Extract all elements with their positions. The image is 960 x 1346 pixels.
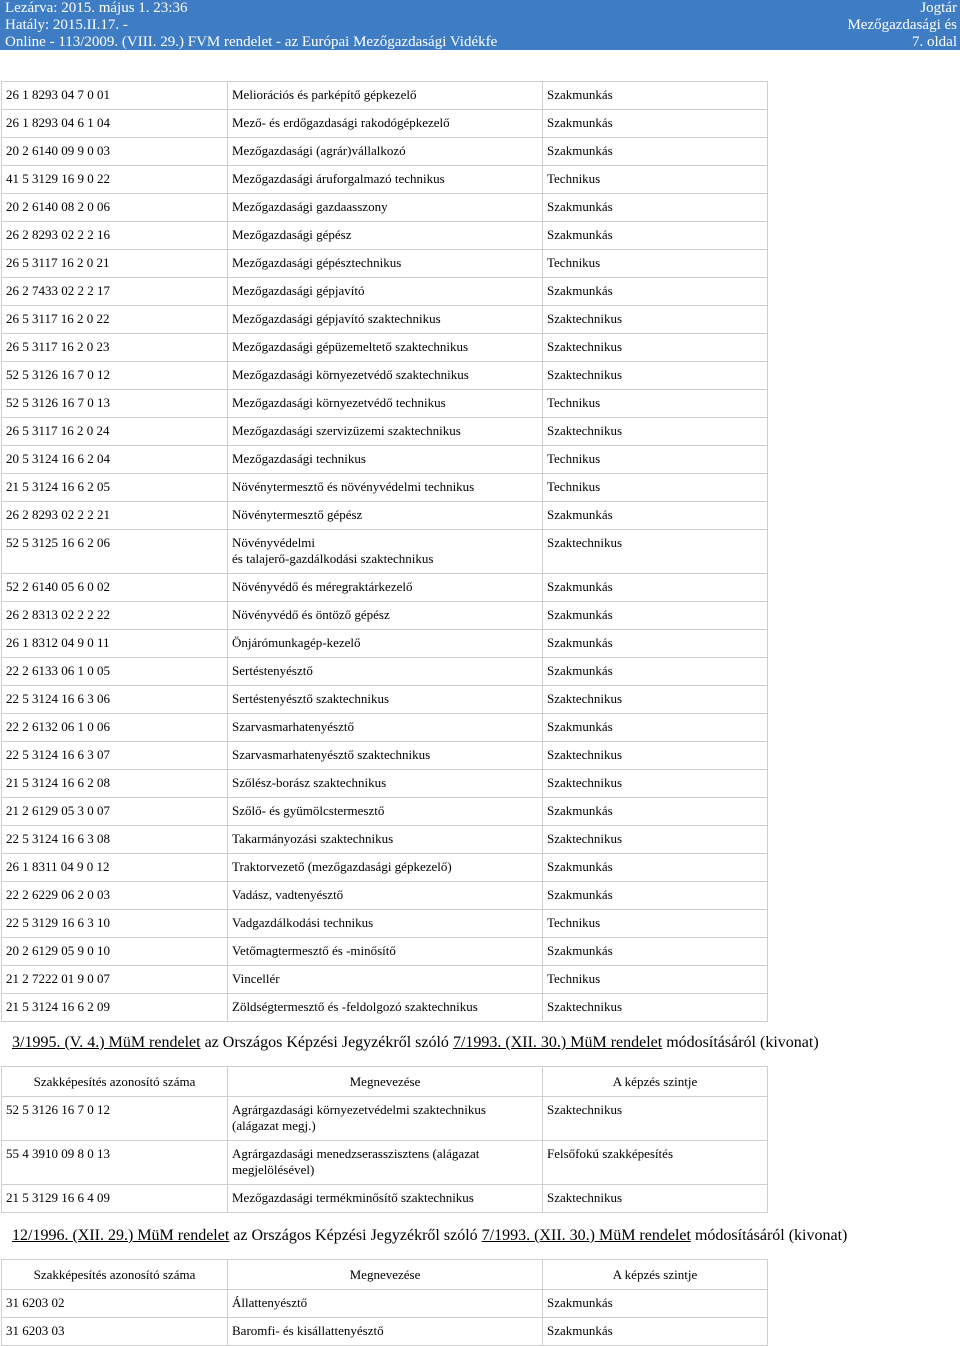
column-header-name: Megnevezése [228, 1067, 543, 1097]
cell-qualification-id: 22 2 6229 06 2 0 03 [2, 882, 228, 910]
cell-qualification-name: Növényvédő és öntöző gépész [228, 602, 543, 630]
table-row [2, 686, 768, 714]
cell-qualification-id: 26 2 8313 02 2 2 22 [2, 602, 228, 630]
header-validity: Hatály: 2015.II.17. - [5, 17, 128, 33]
cell-training-level: Szaktechnikus [543, 994, 768, 1022]
cell-qualification-name: Mezőgazdasági gazdaasszony [228, 194, 543, 222]
cell-qualification-id: 52 5 3126 16 7 0 13 [2, 390, 228, 418]
table-row [2, 630, 768, 658]
cell-qualification-id: 21 5 3129 16 6 4 09 [2, 1185, 228, 1213]
header-page-number: 7. oldal [912, 34, 957, 50]
table-row [2, 1318, 768, 1346]
cell-qualification-id: 20 2 6140 09 9 0 03 [2, 138, 228, 166]
cell-qualification-name: Mezőgazdasági szervizüzemi szaktechnikus [228, 418, 543, 446]
cell-training-level: Szaktechnikus [543, 1097, 768, 1141]
table-row [2, 966, 768, 994]
cell-qualification-id: 26 5 3117 16 2 0 23 [2, 334, 228, 362]
cell-training-level: Szakmunkás [543, 1290, 768, 1318]
cell-qualification-id: 26 5 3117 16 2 0 21 [2, 250, 228, 278]
cell-training-level: Szakmunkás [543, 278, 768, 306]
cell-qualification-id: 26 2 8293 02 2 2 21 [2, 502, 228, 530]
page-header [0, 0, 960, 50]
cell-qualification-id: 20 2 6140 08 2 0 06 [2, 194, 228, 222]
cell-qualification-id: 21 5 3124 16 6 2 05 [2, 474, 228, 502]
cell-qualification-name: Zöldségtermesztő és -feldolgozó szaktechnikus [228, 994, 543, 1022]
cell-training-level: Technikus [543, 166, 768, 194]
cell-training-level: Szaktechnikus [543, 826, 768, 854]
cell-training-level: Szakmunkás [543, 798, 768, 826]
table-row [2, 446, 768, 474]
table-row [2, 362, 768, 390]
cell-qualification-name: Vadgazdálkodási technikus [228, 910, 543, 938]
cell-qualification-name: Állattenyésztő [228, 1290, 543, 1318]
cell-training-level: Technikus [543, 446, 768, 474]
qualifications-table-1996 [1, 1259, 768, 1346]
cell-qualification-id: 22 5 3124 16 6 3 08 [2, 826, 228, 854]
table-header-row [2, 1260, 768, 1290]
table-row [2, 910, 768, 938]
cell-qualification-name: Mezőgazdasági termékminősítő szaktechnikus [228, 1185, 543, 1213]
cell-qualification-name: Mezőgazdasági környezetvédő technikus [228, 390, 543, 418]
cell-qualification-id: 26 2 7433 02 2 2 17 [2, 278, 228, 306]
table-row [2, 138, 768, 166]
cell-training-level: Szakmunkás [543, 502, 768, 530]
cell-qualification-name: Sertéstenyésztő [228, 658, 543, 686]
table-row [2, 1290, 768, 1318]
qualifications-table [1, 81, 768, 1022]
cell-qualification-id: 22 5 3124 16 6 3 06 [2, 686, 228, 714]
cell-qualification-name: Növényvédelmi és talajerő-gazdálkodási szaktechnikus [228, 530, 543, 574]
cell-training-level: Szakmunkás [543, 630, 768, 658]
cell-qualification-id: 20 5 3124 16 6 2 04 [2, 446, 228, 474]
cell-training-level: Szaktechnikus [543, 362, 768, 390]
cell-qualification-id: 41 5 3129 16 9 0 22 [2, 166, 228, 194]
cell-qualification-id: 22 2 6133 06 1 0 05 [2, 658, 228, 686]
regulation-link-1996[interactable]: 12/1996. (XII. 29.) MüM rendelet [12, 1227, 230, 1244]
column-header-level: A képzés szintje [543, 1260, 768, 1290]
cell-qualification-id: 26 5 3117 16 2 0 24 [2, 418, 228, 446]
table-row [2, 474, 768, 502]
table-row [2, 418, 768, 446]
regulation-link-1993[interactable]: 7/1993. (XII. 30.) MüM rendelet [452, 1034, 663, 1051]
cell-qualification-id: 26 1 8312 04 9 0 11 [2, 630, 228, 658]
cell-qualification-name: Növénytermesztő gépész [228, 502, 543, 530]
cell-qualification-name: Takarmányozási szaktechnikus [228, 826, 543, 854]
cell-qualification-id: 26 1 8293 04 6 1 04 [2, 110, 228, 138]
cell-training-level: Szakmunkás [543, 1318, 768, 1346]
heading-tail: módosításáról (kivonat) [662, 1034, 819, 1051]
cell-qualification-id: 21 2 7222 01 9 0 07 [2, 966, 228, 994]
cell-qualification-id: 20 2 6129 05 9 0 10 [2, 938, 228, 966]
cell-training-level: Szakmunkás [543, 854, 768, 882]
cell-qualification-id: 52 5 3125 16 6 2 06 [2, 530, 228, 574]
header-left [5, 0, 497, 51]
table-row [2, 390, 768, 418]
header-lock-date: Lezárva: 2015. május 1. 23:36 [5, 0, 188, 16]
cell-training-level: Technikus [543, 966, 768, 994]
table-row [2, 714, 768, 742]
cell-training-level: Technikus [543, 390, 768, 418]
cell-qualification-id: 21 2 6129 05 3 0 07 [2, 798, 228, 826]
table-row [2, 110, 768, 138]
column-header-level: A képzés szintje [543, 1067, 768, 1097]
table-row [2, 278, 768, 306]
cell-qualification-name: Mezőgazdasági gépjavító [228, 278, 543, 306]
cell-qualification-id: 26 5 3117 16 2 0 22 [2, 306, 228, 334]
table-row [2, 82, 768, 110]
cell-training-level: Szaktechnikus [543, 1185, 768, 1213]
cell-training-level: Szaktechnikus [543, 530, 768, 574]
cell-qualification-name: Traktorvezető (mezőgazdasági gépkezelő) [228, 854, 543, 882]
cell-qualification-name: Baromfi- és kisállattenyésztő [228, 1318, 543, 1346]
cell-qualification-name: Meliorációs és parképítő gépkezelő [228, 82, 543, 110]
header-category: Mezőgazdasági és [847, 17, 957, 33]
cell-training-level: Szakmunkás [543, 938, 768, 966]
cell-training-level: Felsőfokú szakképesítés [543, 1141, 768, 1185]
table-row [2, 1185, 768, 1213]
cell-training-level: Szakmunkás [543, 222, 768, 250]
table-row [2, 194, 768, 222]
table-row [2, 530, 768, 574]
cell-training-level: Technikus [543, 910, 768, 938]
table-row [2, 994, 768, 1022]
cell-training-level: Szakmunkás [543, 602, 768, 630]
cell-qualification-name: Mezőgazdasági gépüzemeltető szaktechnikus [228, 334, 543, 362]
cell-training-level: Szakmunkás [543, 574, 768, 602]
cell-qualification-id: 22 2 6132 06 1 0 06 [2, 714, 228, 742]
cell-qualification-name: Szarvasmarhatenyésztő [228, 714, 543, 742]
cell-qualification-name: Szőlő- és gyümölcstermesztő [228, 798, 543, 826]
header-document-title: Online - 113/2009. (VIII. 29.) FVM rendelet - az Európai Mezőgazdasági Vidékfe [5, 34, 498, 50]
table-row [2, 250, 768, 278]
table-row [2, 826, 768, 854]
cell-training-level: Szakmunkás [543, 658, 768, 686]
cell-qualification-id: 52 2 6140 05 6 0 02 [2, 574, 228, 602]
cell-qualification-id: 31 6203 02 [2, 1290, 228, 1318]
table-row [2, 502, 768, 530]
cell-training-level: Szakmunkás [543, 138, 768, 166]
table-row [2, 742, 768, 770]
cell-training-level: Technikus [543, 250, 768, 278]
cell-qualification-id: 55 4 3910 09 8 0 13 [2, 1141, 228, 1185]
table-row [2, 334, 768, 362]
regulation-link-1993[interactable]: 7/1993. (XII. 30.) MüM rendelet [481, 1227, 691, 1244]
cell-training-level: Technikus [543, 474, 768, 502]
table-row [2, 222, 768, 250]
cell-qualification-id: 21 5 3124 16 6 2 09 [2, 994, 228, 1022]
table-row [2, 1097, 768, 1141]
header-brand: Jogtár [920, 0, 957, 16]
cell-qualification-id: 52 5 3126 16 7 0 12 [2, 362, 228, 390]
cell-training-level: Szaktechnikus [543, 742, 768, 770]
cell-training-level: Szakmunkás [543, 714, 768, 742]
cell-qualification-id: 22 5 3129 16 6 3 10 [2, 910, 228, 938]
cell-qualification-id: 26 1 8293 04 7 0 01 [2, 82, 228, 110]
heading-tail: módosításáról (kivonat) [690, 1227, 848, 1244]
table-row [2, 854, 768, 882]
column-header-name: Megnevezése [228, 1260, 543, 1290]
cell-qualification-name: Önjárómunkagép-kezelő [228, 630, 543, 658]
cell-qualification-name: Mezőgazdasági gépész [228, 222, 543, 250]
cell-qualification-name: Vetőmagtermesztő és -minősítő [228, 938, 543, 966]
heading-text: az Országos Képzési Jegyzékről szóló [200, 1034, 453, 1051]
section-heading-1995 [12, 1033, 819, 1053]
cell-qualification-name: Vincellér [228, 966, 543, 994]
table-row [2, 306, 768, 334]
heading-text: az Országos Képzési Jegyzékről szóló [229, 1227, 482, 1244]
cell-qualification-name: Agrárgazdasági menedzserasszisztens (alágazat megjelölésével) [228, 1141, 543, 1185]
column-header-id: Szakképesítés azonosító száma [2, 1260, 228, 1290]
cell-qualification-name: Mezőgazdasági áruforgalmazó technikus [228, 166, 543, 194]
cell-qualification-id: 31 6203 03 [2, 1318, 228, 1346]
table-row [2, 798, 768, 826]
table-header-row [2, 1067, 768, 1097]
qualifications-table-1995 [1, 1066, 768, 1213]
cell-qualification-id: 21 5 3124 16 6 2 08 [2, 770, 228, 798]
cell-training-level: Szaktechnikus [543, 418, 768, 446]
cell-qualification-name: Mezőgazdasági környezetvédő szaktechnikus [228, 362, 543, 390]
section-heading-1996 [12, 1226, 847, 1246]
column-header-id: Szakképesítés azonosító száma [2, 1067, 228, 1097]
table-row [2, 882, 768, 910]
cell-qualification-name: Mezőgazdasági technikus [228, 446, 543, 474]
table-row [2, 658, 768, 686]
cell-qualification-name: Növényvédő és méregraktárkezelő [228, 574, 543, 602]
table-row [2, 602, 768, 630]
cell-training-level: Szaktechnikus [543, 686, 768, 714]
cell-qualification-id: 26 1 8311 04 9 0 12 [2, 854, 228, 882]
cell-qualification-name: Növénytermesztő és növényvédelmi technikus [228, 474, 543, 502]
cell-training-level: Szakmunkás [543, 882, 768, 910]
cell-training-level: Szakmunkás [543, 110, 768, 138]
cell-qualification-name: Sertéstenyésztő szaktechnikus [228, 686, 543, 714]
cell-training-level: Szaktechnikus [543, 306, 768, 334]
cell-qualification-id: 52 5 3126 16 7 0 12 [2, 1097, 228, 1141]
regulation-link-1995[interactable]: 3/1995. (V. 4.) MüM rendelet [12, 1034, 201, 1051]
cell-qualification-name: Mezőgazdasági gépjavító szaktechnikus [228, 306, 543, 334]
table-row [2, 770, 768, 798]
cell-qualification-name: Mezőgazdasági (agrár)vállalkozó [228, 138, 543, 166]
table-row [2, 1141, 768, 1185]
cell-training-level: Szaktechnikus [543, 334, 768, 362]
cell-qualification-name: Mező- és erdőgazdasági rakodógépkezelő [228, 110, 543, 138]
cell-qualification-name: Szarvasmarhatenyésztő szaktechnikus [228, 742, 543, 770]
cell-training-level: Szaktechnikus [543, 770, 768, 798]
cell-qualification-name: Szőlész-borász szaktechnikus [228, 770, 543, 798]
table-row [2, 938, 768, 966]
cell-training-level: Szakmunkás [543, 82, 768, 110]
header-right [847, 0, 957, 51]
cell-qualification-id: 26 2 8293 02 2 2 16 [2, 222, 228, 250]
table-row [2, 574, 768, 602]
cell-qualification-name: Mezőgazdasági gépésztechnikus [228, 250, 543, 278]
cell-training-level: Szakmunkás [543, 194, 768, 222]
cell-qualification-id: 22 5 3124 16 6 3 07 [2, 742, 228, 770]
cell-qualification-name: Vadász, vadtenyésztő [228, 882, 543, 910]
cell-qualification-name: Agrárgazdasági környezetvédelmi szaktechnikus (alágazat megj.) [228, 1097, 543, 1141]
table-row [2, 166, 768, 194]
